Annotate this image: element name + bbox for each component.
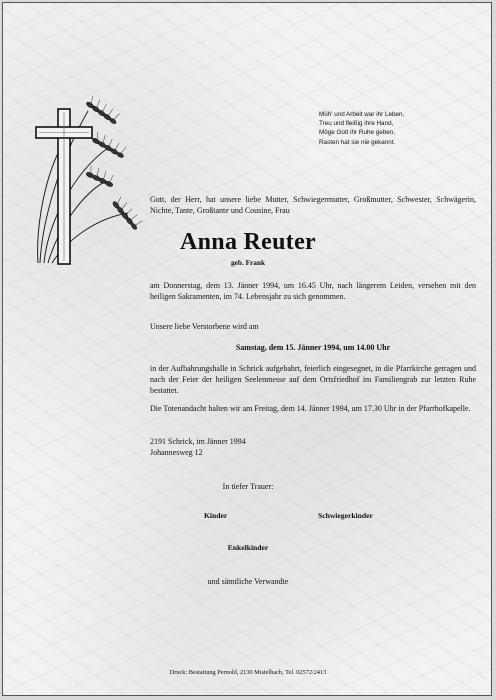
death-notice: am Donnerstag, dem 13. Jänner 1994, um 16.45 Uhr, nach längerem Leiden, versehen mit den heiligen Sakramenten, im 74. Lebensjahr zu sich genommen.	[150, 281, 476, 301]
address: Johannesweg 12	[150, 448, 203, 457]
poem-line: Treu und fleißig ihre Hand,	[319, 120, 394, 128]
maiden-name: geb. Frank	[230, 258, 266, 267]
deceased-name: Anna Reuter	[180, 229, 316, 255]
place-date: 2191 Schrick, im Jänner 1994	[150, 437, 246, 446]
funeral-date: Samstag, dem 15. Jänner 1994, um 14.00 Uhr	[235, 343, 391, 352]
funeral-details: in der Aufbahrungshalle in Schrick aufgebahrt, feierlich eingesegnet, in die Pfarrkirche getragen und nach der Feier der heiligen Seelenmesse auf dem Ortsfriedhof im Familiengrab zur letzten Ruhe bestattet.	[150, 364, 476, 395]
mourner-grandchildren: Enkelkinder	[227, 543, 269, 552]
poem-line: Rasten hat sie nie gekannt.	[319, 138, 396, 146]
mourner-children: Kinder	[204, 511, 228, 520]
mourner-relatives: und sämtliche Verwandte	[207, 577, 289, 586]
memorial-poem	[319, 110, 479, 147]
poem-line: Möge Gott ihr Ruhe geben,	[319, 129, 395, 137]
mourning-label: In tiefer Trauer:	[222, 482, 274, 491]
mourner-children-in-law: Schwiegerkinder	[318, 511, 373, 520]
print-footer: Druck: Bestattung Pernold, 2130 Mistelbach, Tel. 02572/2413	[169, 669, 327, 676]
funeral-intro: Unsere liebe Verstorbene wird am	[150, 322, 259, 331]
intro-text: Gott, der Herr, hat unsere liebe Mutter, Schwiegermutter, Großmutter, Schwester, Schwägerin, Nichte, Tante, Großtante und Cousine, Frau	[150, 195, 476, 215]
poem-line: Müh' und Arbeit war ihr Leben,	[319, 111, 405, 118]
wake-notice: Die Totenandacht halten wir am Freitag, dem 14. Jänner 1994, um 17.30 Uhr in der Pfarrhofkapelle.	[150, 404, 471, 413]
